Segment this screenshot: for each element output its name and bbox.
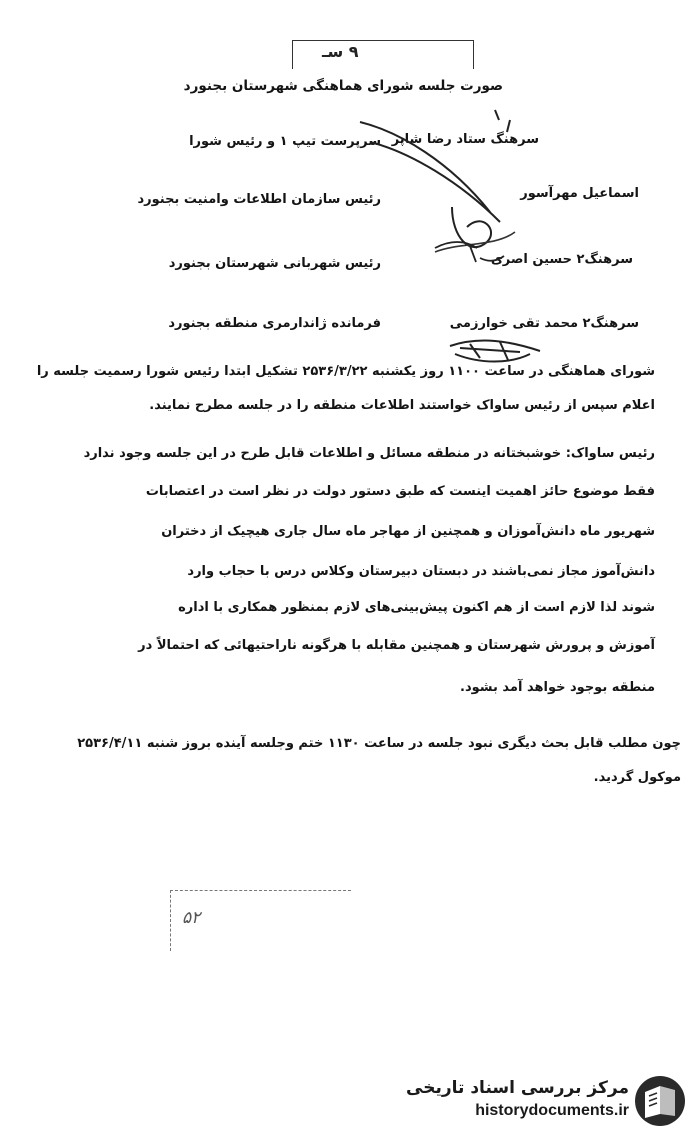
report-line-6: آموزش و پرورش شهرستان و همچنین مقابله با هرگونه ناراحتیهائی که احتمالاً در bbox=[138, 638, 655, 653]
attendee-3-name: سرهنگ۲ حسین اصری bbox=[490, 252, 633, 267]
watermark-logo bbox=[406, 1074, 695, 1132]
closing-line-1: چون مطلب قابل بحث دیگری نبود جلسه در ساعت ۱۱۳۰ ختم وجلسه آینده بروز شنبه ۲۵۳۶/۴/۱۱ bbox=[77, 736, 681, 751]
handwritten-note: ۵۲ bbox=[182, 908, 201, 928]
watermark-url: historydocuments.ir bbox=[475, 1102, 629, 1119]
header-stamp-text: ۹ سـ bbox=[322, 42, 359, 61]
report-line-4: دانش‌آموز مجاز نمی‌باشند در دبستان دبیرستان وکلاس درس با حجاب وارد bbox=[187, 564, 655, 579]
report-line-1: رئیس ساواک: خوشبختانه در منطقه مسائل و اطلاعات قابل طرح در این جلسه وجود ندارد bbox=[83, 446, 655, 461]
closing-line-2: موکول گردید. bbox=[593, 770, 681, 785]
report-line-7: منطقه بوجود خواهد آمد بشود. bbox=[460, 680, 655, 695]
watermark-title: مرکز بررسی اسناد تاریخی bbox=[406, 1078, 629, 1098]
attendee-2-name: اسماعیل مهرآسور bbox=[520, 186, 639, 201]
archive-book-icon bbox=[633, 1074, 687, 1128]
report-line-2: فقط موضوع حائز اهمیت اینست که طبق دستور دولت در نظر است در اعتصابات bbox=[145, 484, 655, 499]
attendee-1-name: سرهنگ ستاد رضا شاپر bbox=[391, 132, 539, 147]
attendee-4-name: سرهنگ۲ محمد تقی خوارزمی bbox=[449, 316, 639, 331]
report-line-5: شوند لذا لازم است از هم اکنون پیش‌بینی‌های لازم بمنظور همکاری با اداره bbox=[178, 600, 655, 615]
report-line-3: شهریور ماه دانش‌آموزان و همچنین از مهاجر ماه سال جاری هیچیک از دختران bbox=[161, 524, 655, 539]
attendee-3-role: رئیس شهربانی شهرستان بجنورد bbox=[168, 256, 381, 271]
attendee-2-role: رئیس سازمان اطلاعات وامنیت بجنورد bbox=[137, 192, 381, 207]
document-title: صورت جلسه شورای هماهنگی شهرستان بجنورد bbox=[183, 78, 503, 94]
signature-scribble-2 bbox=[430, 236, 510, 276]
header-stamp-box bbox=[292, 40, 474, 69]
attendee-4-role: فرمانده ژاندارمری منطقه بجنورد bbox=[168, 316, 381, 331]
attendee-1-role: سرپرست تیپ ۱ و رئیس شورا bbox=[189, 134, 381, 149]
intro-line-2: اعلام سپس از رئیس ساواک خواستند اطلاعات منطقه را در جلسه مطرح نمایند. bbox=[149, 398, 655, 413]
intro-line-1: شورای هماهنگی در ساعت ۱۱۰۰ روز یکشنبه ۲۵۳۶/۳/۲۲ تشکیل ابتدا رئیس شورا رسمیت جلسه را bbox=[36, 364, 655, 379]
